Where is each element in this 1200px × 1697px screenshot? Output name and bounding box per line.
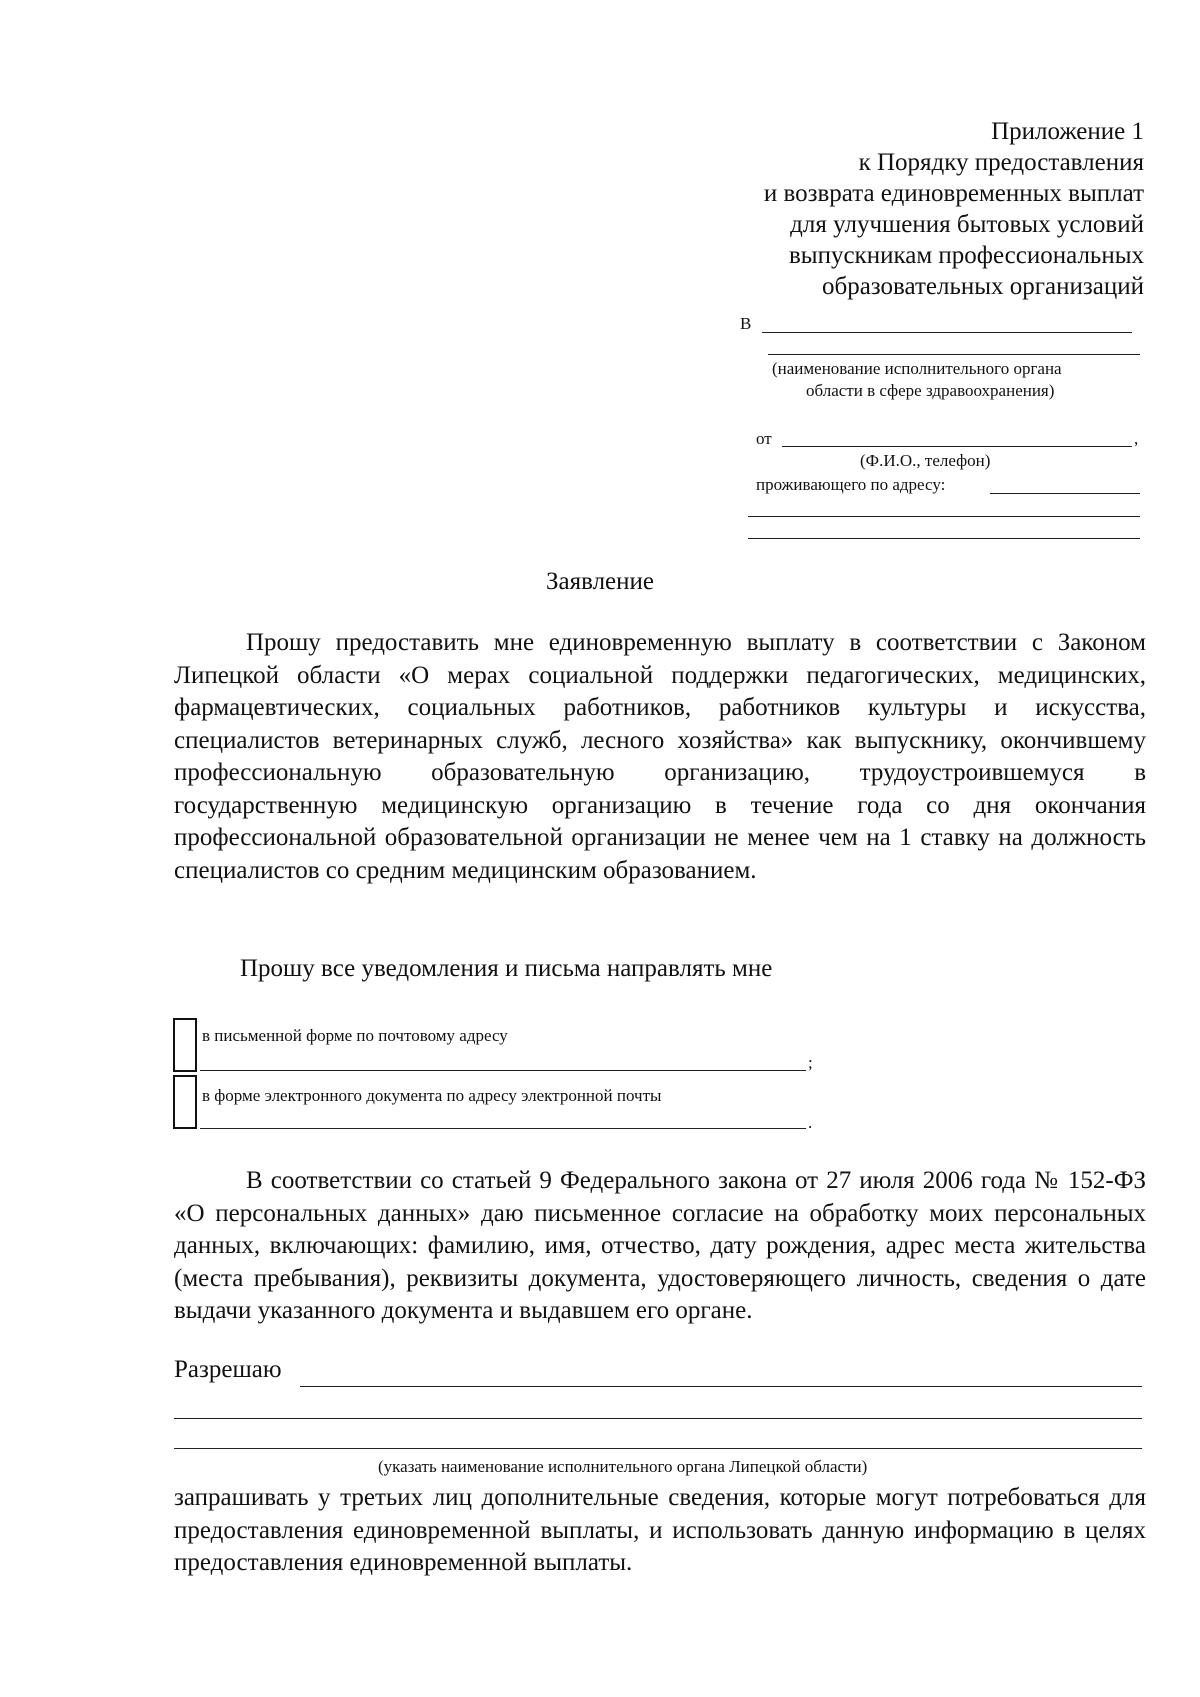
to-org-field[interactable] — [762, 332, 1132, 333]
postal-address-field[interactable] — [200, 1070, 806, 1071]
header-line: выпускникам профессиональных — [788, 242, 1144, 269]
consent-text: В соответствии со статьей 9 Федерального закона от 27 июля 2006 года № 152-ФЗ «О персональных данных» даю письменное согласие на обработку моих персональных данных, включающих: фамилию, имя, отчество, дату рождения, адрес места жительства (места пребывания), реквизиты документа, удостоверяющего личность, сведения о дате выдачи указанного документа и выдавшем его органе. — [174, 1167, 1146, 1324]
header-line: к Порядку предоставления — [858, 149, 1144, 176]
header-line: и возврата единовременных выплат — [763, 180, 1144, 207]
to-prefix: В — [740, 314, 752, 333]
allow-org-field-line2[interactable] — [174, 1418, 1142, 1419]
allow-label: Разрешаю — [174, 1356, 282, 1383]
to-org-field-line2[interactable] — [768, 354, 1140, 355]
org-caption-1: (наименование исполнительного органа — [772, 359, 1062, 378]
inquiry-text: запрашивать у третьих лиц дополнительные сведения, которые могут потребоваться для предоставления единовременной выплаты, и использовать данную информацию в целях предоставления единовременной выплаты. — [174, 1484, 1146, 1576]
address-field-line3[interactable] — [748, 538, 1140, 539]
postal-checkbox[interactable] — [173, 1018, 197, 1072]
inquiry-paragraph — [174, 1482, 1146, 1580]
from-comma: , — [1134, 429, 1139, 448]
address-field-line2[interactable] — [748, 516, 1140, 517]
allow-caption: (указать наименование исполнительного органа Липецкой области) — [378, 1457, 868, 1476]
request-text: Прошу предоставить мне единовременную выплату в соответствии с Законом Липецкой области «О мерах социальной поддержки педагогических, медицинских, фармацевтических, социальных работников, работников культуры и искусства, специалистов ветеринарных служб, лесного хозяйства» как выпускнику, окончившему профессиональную образовательную организацию, трудоустроившемуся в государственную медицинскую организацию в течение года со дня окончания профессиональной образовательной организации не менее чем на 1 ставку на должность специалистов со средним медицинским образованием. — [174, 629, 1146, 884]
email-option-end: . — [808, 1113, 813, 1132]
from-fio-field[interactable] — [782, 446, 1132, 447]
email-option-label: в форме электронного документа по адресу электронной почты — [202, 1086, 662, 1105]
consent-paragraph — [174, 1165, 1146, 1328]
header-block — [624, 116, 1144, 302]
allow-org-field[interactable] — [300, 1386, 1142, 1387]
header-line: Приложение 1 — [991, 118, 1144, 145]
address-label: проживающего по адресу: — [756, 475, 946, 494]
postal-option-end: ; — [808, 1053, 813, 1072]
header-line: образовательных организаций — [821, 273, 1144, 300]
notify-intro: Прошу все уведомления и письма направлять мне — [240, 955, 773, 982]
fio-caption: (Ф.И.О., телефон) — [860, 451, 991, 470]
address-field[interactable] — [990, 493, 1140, 494]
request-paragraph — [174, 627, 1146, 887]
header-line: для улучшения бытовых условий — [790, 211, 1144, 238]
allow-org-field-line3[interactable] — [174, 1448, 1142, 1449]
org-caption-2: области в сфере здравоохранения) — [806, 381, 1055, 400]
postal-option-label: в письменной форме по почтовому адресу — [202, 1026, 508, 1045]
document-title: Заявление — [545, 568, 655, 595]
from-prefix: от — [756, 429, 772, 448]
email-checkbox[interactable] — [173, 1075, 197, 1129]
email-address-field[interactable] — [200, 1128, 806, 1129]
